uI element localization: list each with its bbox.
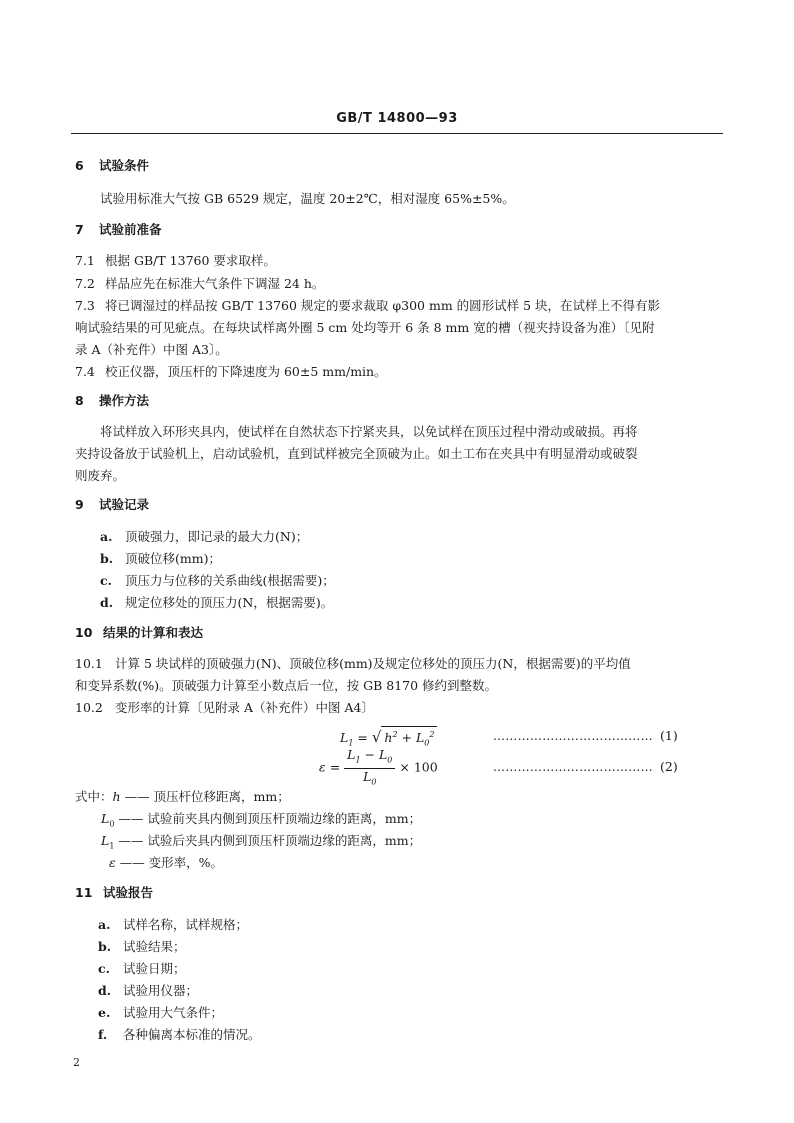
section-7-heading: 7 试验前准备 [75, 222, 162, 237]
report-item-c: c. 试验日期； [98, 961, 186, 976]
report-item-e: e. 试验用大气条件； [98, 1005, 224, 1020]
section-11-heading: 11 试验报告 [75, 885, 154, 900]
equation-2-leader: ………………………………… [493, 760, 653, 774]
clause-7-3-line-1: 7.3 将已调湿过的样品按 GB/T 13760 规定的要求裁取 φ300 mm 的圆形试样 5 块，在试样上不得有影 [75, 298, 661, 313]
section-8-line-1: 将试样放入环形夹具内，使试样在自然状态下拧紧夹具，以免试样在顶压过程中滑动或破损。再将 [100, 424, 638, 439]
equation-2-number: (2) [660, 759, 678, 774]
clause-7-3-line-3: 录 A（补充件）中图 A3〕。 [75, 342, 228, 357]
equation-1: $L_1$ = √ $h^2 + L_0^2$ [340, 726, 437, 751]
header-rule [71, 133, 723, 134]
record-item-a: a. 顶破强力，即记录的最大力(N)； [100, 529, 309, 544]
section-6-heading: 6 试验条件 [75, 158, 150, 173]
page-number: 2 [73, 1056, 80, 1069]
report-item-d: d. 试验用仪器； [98, 983, 199, 998]
section-8-line-2: 夹持设备放于试验机上，启动试验机，直到试样被完全顶破为止。如土工布在夹具中有明显滑动或破裂 [75, 446, 638, 461]
record-item-d: d. 规定位移处的顶压力(N，根据需要)。 [100, 595, 334, 610]
equation-2-fraction: $\frac{L_1 - L_0}{L_0}$ [344, 747, 395, 789]
where-line-L1: $L_1$ —— 试验后夹具内侧到顶压杆顶端边缘的距离，mm； [101, 833, 422, 851]
record-item-b: b. 顶破位移(mm)； [100, 551, 221, 566]
clause-10-2: 10.2 变形率的计算〔见附录 A（补充件）中图 A4〕 [75, 700, 374, 715]
sqrt-body: $h^2 + L_0^2$ [381, 726, 437, 751]
report-item-f: f. 各种偏离本标准的情况。 [98, 1027, 261, 1042]
clause-7-2: 7.2 样品应先在标准大气条件下调湿 24 h。 [75, 276, 325, 291]
where-line-epsilon: ε —— 变形率，%。 [109, 855, 224, 870]
record-item-c: c. 顶压力与位移的关系曲线(根据需要)； [100, 573, 335, 588]
section-8-line-3: 则废弃。 [75, 468, 126, 483]
report-item-a: a. 试样名称，试样规格； [98, 917, 249, 932]
clause-10-1-line-1: 10.1 计算 5 块试样的顶破强力(N)、顶破位移(mm)及规定位移处的顶压力(N，根据需要)的平均值 [75, 656, 631, 671]
clause-7-4: 7.4 校正仪器，顶压杆的下降速度为 60±5 mm/min。 [75, 364, 387, 379]
section-10-heading: 10 结果的计算和表达 [75, 625, 204, 640]
sqrt-sign: √ [371, 728, 382, 747]
clause-7-3-line-2: 响试验结果的可见疵点。在每块试样离外圈 5 cm 处均等开 6 条 8 mm 宽的槽（视夹持设备为准）〔见附 [75, 320, 655, 335]
section-9-heading: 9 试验记录 [75, 497, 150, 512]
standard-number-header: GB/T 14800—93 [336, 111, 458, 126]
where-line-L0: $L_0$ —— 试验前夹具内侧到顶压杆顶端边缘的距离，mm； [101, 811, 422, 829]
equation-1-leader: ………………………………… [493, 729, 653, 743]
where-line-h: 式中：h —— 顶压杆位移距离，mm； [75, 789, 290, 804]
clause-10-1-line-2: 和变异系数(%)。顶破强力计算至小数点后一位，按 GB 8170 修约到整数。 [75, 678, 498, 693]
equation-2: ε = $\frac{L_1 - L_0}{L_0}$ × 100 [319, 747, 438, 789]
section-8-heading: 8 操作方法 [75, 393, 150, 408]
report-item-b: b. 试验结果； [98, 939, 186, 954]
equation-1-number: (1) [660, 728, 678, 743]
clause-7-1: 7.1 根据 GB/T 13760 要求取样。 [75, 253, 276, 268]
section-6-paragraph: 试验用标准大气按 GB 6529 规定，温度 20±2℃，相对湿度 65%±5%。 [100, 191, 515, 206]
